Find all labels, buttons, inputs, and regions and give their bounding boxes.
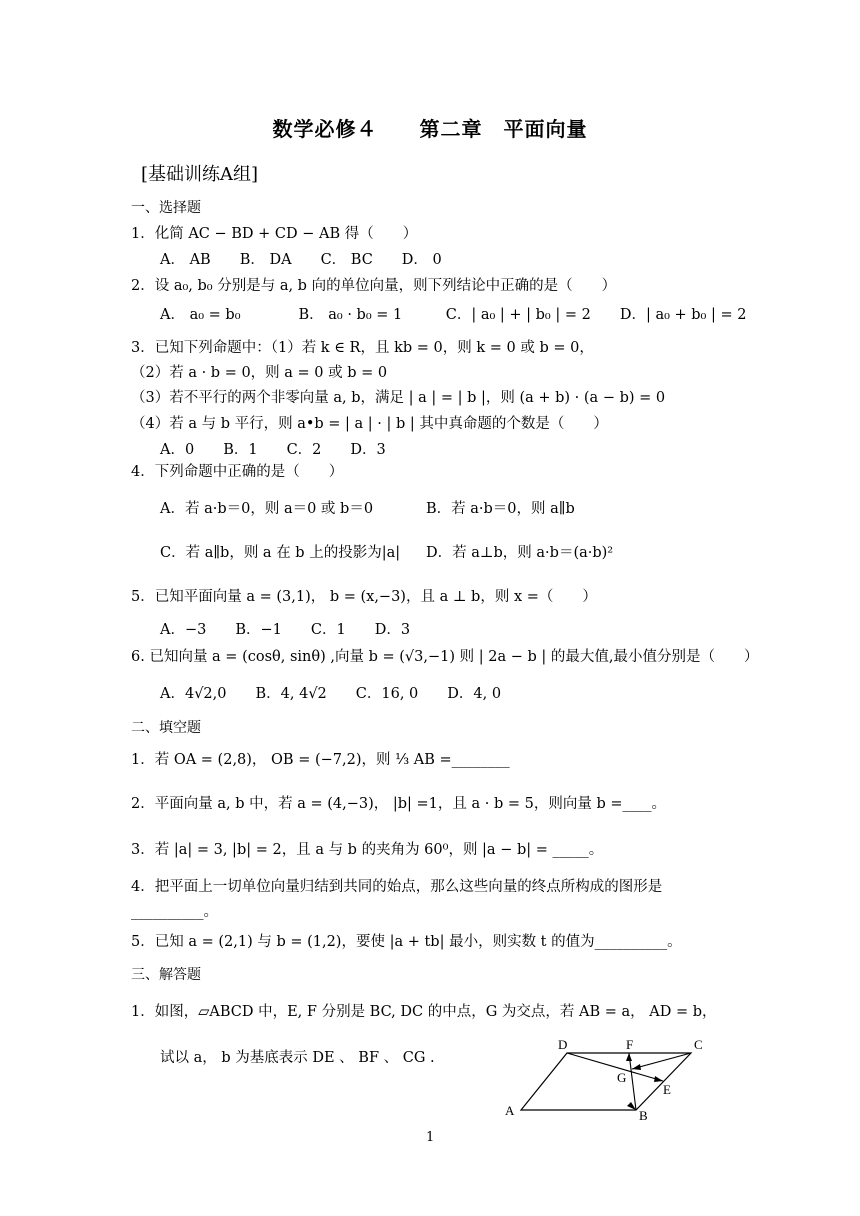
label-e: E [663, 1082, 671, 1097]
choice-q3-line4: （4）若 a 与 b 平行，则 a•b = | a | · | b | 其中真命题的个数是（ ） [131, 416, 608, 432]
page-number: 1 [426, 1130, 435, 1145]
choice-q2-options: A． a₀ = b₀ B． a₀ · b₀ = 1 C．| a₀ | + | b₀ | = 2 D．| a₀ + b₀ | = 2 [160, 307, 747, 323]
fill-q5: 5．已知 a = (2,1) 与 b = (1,2)，要使 |a + tb| 最小，则实数 t 的值为__________。 [131, 934, 682, 950]
segment-cg [632, 1053, 691, 1069]
choice-q1-options: A． AB B． DA C． BC D． 0 [160, 252, 442, 268]
choice-q6: 6. 已知向量 a = (cosθ, sinθ) ,向量 b = (√3,−1) 则 | 2a − b | 的最大值,最小值分别是（ ） [131, 649, 759, 665]
document-title: 数学必修４ 第二章 平面向量 [272, 117, 588, 141]
fill-q4-line2: __________。 [131, 904, 218, 920]
fill-q3: 3．若 |a| = 3, |b| = 2，且 a 与 b 的夹角为 60⁰，则 |a − b| = _____。 [131, 842, 604, 858]
solve-q1-line2: 试以 a， b 为基底表示 DE 、 BF 、 CG . [160, 1050, 435, 1066]
choice-q4-option-b: B．若 a·b＝0，则 a∥b [426, 501, 575, 517]
label-c: C [694, 1037, 703, 1052]
label-b: B [639, 1108, 648, 1123]
choice-q3-options: A．0 B．1 C．2 D．3 [160, 442, 386, 458]
choice-q3-line3: （3）若不平行的两个非零向量 a, b，满足 | a | = | b |，则 (a + b) · (a − b) = 0 [131, 390, 666, 406]
choice-q5: 5．已知平面向量 a = (3,1)， b = (x,−3)，且 a ⊥ b，则 x =（ ） [131, 589, 597, 605]
section-fill-heading: 二、填空题 [131, 720, 201, 736]
label-d: D [558, 1037, 568, 1052]
choice-q2: 2．设 a₀, b₀ 分别是与 a, b 向的单位向量，则下列结论中正确的是（ ） [131, 278, 617, 294]
choice-q4-option-a: A．若 a·b＝0，则 a＝0 或 b＝0 [160, 501, 374, 517]
choice-q3-line1: 3．已知下列命题中：（1）若 k ∈ R，且 kb = 0，则 k = 0 或 b = 0， [131, 340, 594, 356]
arrow-cg-head [632, 1064, 641, 1070]
segment-bf [629, 1053, 636, 1110]
solve-q1-line1: 1．如图，▱ABCD 中，E, F 分别是 BC, DC 的中点，G 为交点，若 AB = a， AD = b， [131, 1004, 717, 1020]
choice-q4-option-c: C．若 a∥b，则 a 在 b 上的投影为|a| [160, 545, 401, 561]
segment-de [567, 1053, 663, 1081]
choice-q3-line2: （2）若 a · b = 0，则 a = 0 或 b = 0 [131, 365, 388, 381]
choice-q4-option-d: D．若 a⊥b，则 a·b＝(a·b)² [426, 545, 614, 561]
fill-q2: 2．平面向量 a, b 中，若 a = (4,−3)， |b| =1，且 a · b = 5，则向量 b =____。 [131, 796, 666, 812]
choice-q1: 1．化简 AC − BD + CD − AB 得（ ） [131, 226, 418, 242]
choice-q6-options: A．4√2,0 B．4, 4√2 C．16, 0 D．4, 0 [160, 686, 502, 702]
group-heading: [基础训练A组] [141, 164, 259, 185]
label-f: F [626, 1037, 634, 1052]
arrow-de-head [654, 1076, 663, 1082]
parallelogram-figure [495, 1030, 720, 1125]
section-choice-heading: 一、选择题 [131, 200, 201, 216]
section-solve-heading: 三、解答题 [131, 967, 201, 983]
choice-q4: 4．下列命题中正确的是（ ） [131, 464, 344, 480]
label-a: A [505, 1103, 515, 1118]
fill-q1: 1．若 OA = (2,8)， OB = (−7,2)，则 ⅓ AB =________ [131, 752, 510, 768]
fill-q4-line1: 4．把平面上一切单位向量归结到共同的始点，那么这些向量的终点所构成的图形是 [131, 879, 663, 895]
label-g: G [617, 1070, 627, 1085]
arrow-bf-head [626, 1053, 632, 1061]
choice-q5-options: A．−3 B．−1 C．1 D．3 [160, 622, 411, 638]
